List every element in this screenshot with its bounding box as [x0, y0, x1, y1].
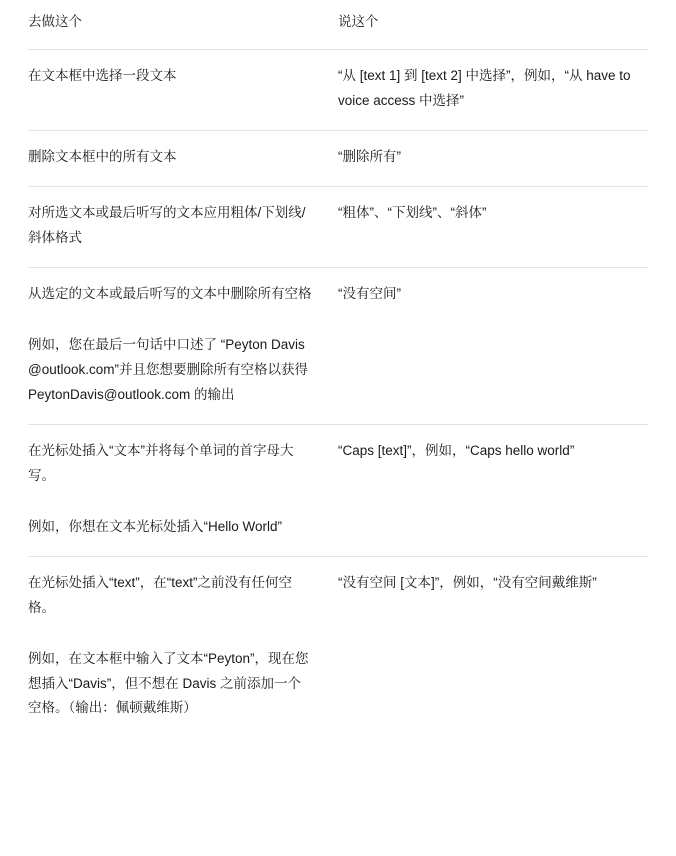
cell-say	[338, 186, 648, 267]
cell-example: 例如，在文本框中输入了文本“Peyton”，现在您想插入“Davis”，但不想在 Davis 之前添加一个空格。（输出：佩顿戴维斯）	[28, 650, 309, 716]
cell-paragraph: “没有空间”	[338, 285, 401, 301]
cell-example: 例如，你想在文本光标处插入“Hello World”	[28, 518, 283, 534]
table-header-row	[28, 0, 648, 49]
cell-say	[338, 49, 648, 130]
table-row	[28, 49, 648, 130]
table-body	[28, 49, 648, 737]
cell-paragraph: 在光标处插入“文本”并将每个单词的首字母大写。	[28, 442, 294, 483]
cell-say	[338, 130, 648, 186]
column-header-do: 去做这个	[28, 0, 338, 49]
cell-do	[28, 556, 338, 737]
cell-say	[338, 556, 648, 737]
cell-paragraph: 对所选文本或最后听写的文本应用粗体/下划线/斜体格式	[28, 204, 306, 245]
cell-do	[28, 424, 338, 556]
table-row	[28, 424, 648, 556]
table-header	[28, 0, 648, 49]
cell-paragraph: 删除文本框中的所有文本	[28, 148, 177, 164]
table-row	[28, 130, 648, 186]
cell-paragraph: “从 [text 1] 到 [text 2] 中选择”，例如，“从 have to voice access 中选择”	[338, 67, 631, 108]
cell-paragraph: “粗体”、“下划线”、“斜体”	[338, 204, 487, 220]
cell-say	[338, 267, 648, 424]
voice-access-commands-table	[28, 0, 648, 737]
cell-paragraph: 在光标处插入“text”，在“text”之前没有任何空格。	[28, 574, 293, 615]
table-row	[28, 556, 648, 737]
cell-paragraph: “删除所有”	[338, 148, 401, 164]
cell-say	[338, 424, 648, 556]
column-header-say: 说这个	[338, 0, 648, 49]
cell-paragraph: “Caps [text]”，例如，“Caps hello world”	[338, 442, 575, 458]
table-row	[28, 186, 648, 267]
cell-example: 例如，您在最后一句话中口述了 “Peyton Davis @outlook.com”并且您想要删除所有空格以获得 PeytonDavis@outlook.com 的输出	[28, 336, 308, 402]
cell-paragraph: 在文本框中选择一段文本	[28, 67, 177, 83]
cell-do	[28, 186, 338, 267]
table-row	[28, 267, 648, 424]
cell-paragraph: 从选定的文本或最后听写的文本中删除所有空格	[28, 285, 312, 301]
cell-do	[28, 130, 338, 186]
cell-do	[28, 49, 338, 130]
cell-paragraph: “没有空间 [文本]”，例如，“没有空间戴维斯”	[338, 574, 597, 590]
cell-do	[28, 267, 338, 424]
